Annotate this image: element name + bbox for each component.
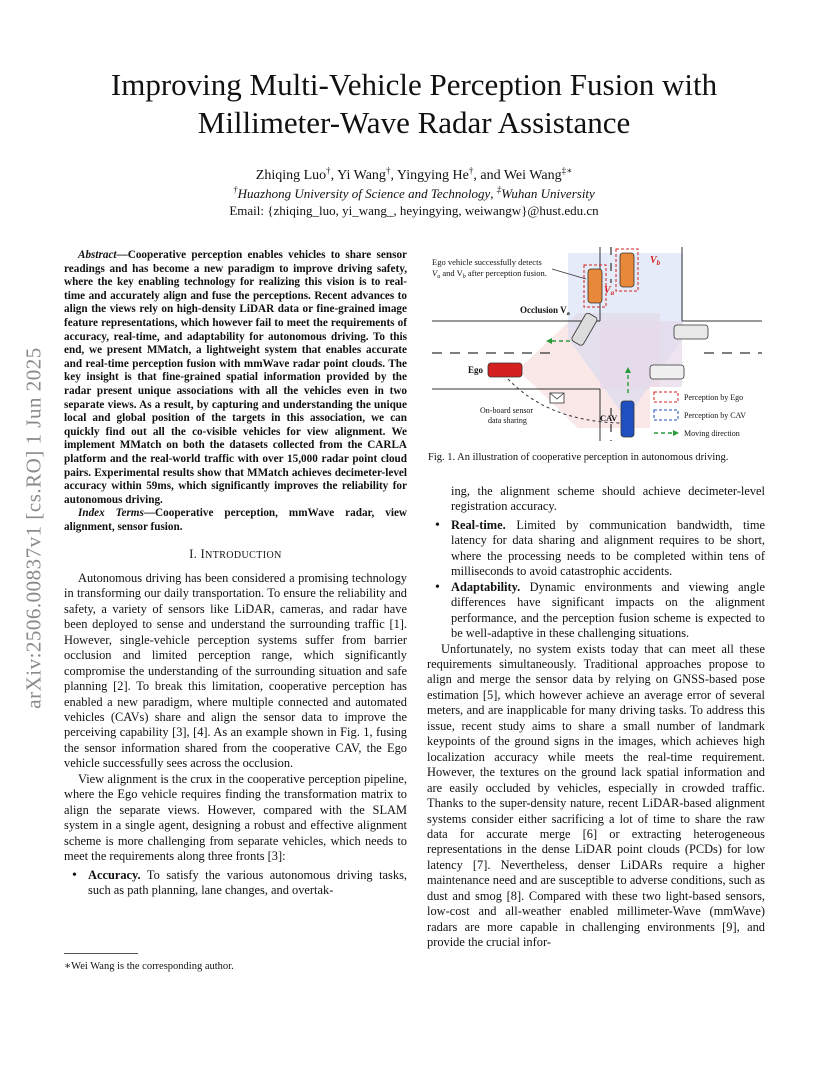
affil-mark-1: † bbox=[233, 184, 238, 195]
cooperative-perception-illustration bbox=[428, 243, 766, 443]
vehicle-va bbox=[588, 269, 602, 303]
figure-caption: Fig. 1. An illustration of cooperative perception in autonomous driving. bbox=[428, 452, 729, 463]
figure-1 bbox=[428, 243, 766, 443]
title-line-2: Millimeter-Wave Radar Assistance bbox=[197, 105, 631, 140]
vehicle-ego bbox=[488, 363, 522, 377]
intro-paragraph-2: View alignment is the crux in the cooperative perception pipeline, where the Ego vehicle requires finding the transformation matrix to align the separate views. However, compared with the SLAM system in a single agent, designing a robust and effective alignment scheme is more challenging from separate vehicles, which needs to meet the requirements along three fronts [3]: bbox=[64, 771, 407, 864]
arxiv-id-text: arXiv:2506.00837v1 [cs.RO] 1 Jun 2025 bbox=[21, 347, 46, 709]
index-terms-text: —Cooperative perception, mmWave radar, view alignment, sensor fusion. bbox=[64, 507, 407, 533]
footnote: ∗Wei Wang is the corresponding author. bbox=[64, 961, 234, 972]
author-3: , Yingying He bbox=[390, 168, 469, 183]
author-3-mark: † bbox=[468, 165, 474, 176]
bullet-term: Real-time. bbox=[451, 517, 506, 532]
intro-paragraph-1: Autonomous driving has been considered a promising technology in transforming our daily transportation. To ensure the reliability and safety, a variety of sensors like LiDAR, cameras, and radar have been deployed to sense and understand the surrounding traffic [1]. However, single-vehicle perception systems suffer from barrier occlusion and limited perception range, which significantly compromise the understanding of the surrounding situation and safe planning [2]. To break this limitation, cooperative perception has enabled a new paradigm, where multiple connected and automated vehicles (CAVs) share and align the sensor data to improve the perceiving capability [3], [4]. As an example shown in Fig. 1, fusing the sensor information shared from the cooperative CAV, the Ego vehicle successfully sees across the occlusion. bbox=[64, 570, 407, 771]
label-vb: $V_b$ bbox=[650, 255, 661, 267]
list-item-real-time bbox=[427, 518, 765, 580]
vehicle-vb bbox=[620, 253, 634, 287]
author-2: , Yi Wang bbox=[330, 168, 386, 183]
bullet-continuation: ing, the alignment scheme should achieve decimeter-level registration accuracy. bbox=[451, 484, 765, 514]
author-2-mark: † bbox=[385, 165, 391, 176]
author-1: Zhiqing Luo bbox=[255, 168, 327, 183]
legend-ego: Perception by Ego bbox=[684, 393, 744, 402]
abstract-text: —Cooperative perception enables vehicles to share sensor readings and has become a new paradigm to improve driving safety, where the key enabling technology for realizing this vision is to real-time and accurately align and fuse the perceptions. Recent advances to align the views rely on high-density LiDAR data or fine-grained image feature representations, which however fail to meet the requirements of accuracy, real-time, and adaptability for autonomous driving. To this end, we present MMatch, a lightweight system that enables accurate and real-time perception fusion with mmWave radar point clouds. The key insight is that fine-grained spatial information provided by the radar present unique associations with all the vehicles even in two separate views. As a result, by capturing and understanding the unique local and global position of the targets in this association, we can quickly find out all the co-visible vehicles for view alignment. We implement MMatch on both the datasets collected from the CARLA platform and the real-world traffic with over 15,000 radar point cloud pairs. Experimental results show that MMatch achieves decimeter-level accuracy within 59ms, which significantly improves the reliability for autonomous driving. bbox=[64, 249, 407, 506]
list-item-accuracy bbox=[64, 868, 407, 899]
bullet-text: Limited by communication bandwidth, time latency for data sharing and alignment requires to be short, where the processing needs to be completed within tens of milliseconds to avoid catastrophic accidents. bbox=[451, 517, 765, 579]
label-onboard-1: On-board sensor bbox=[480, 406, 534, 415]
legend-cav: Perception by CAV bbox=[684, 411, 747, 420]
section-number: I. I bbox=[189, 547, 206, 562]
label-ego: Ego bbox=[468, 365, 484, 375]
left-column bbox=[64, 249, 407, 898]
author-1-mark: † bbox=[326, 165, 331, 176]
requirements-list bbox=[64, 868, 407, 899]
title-block bbox=[60, 66, 768, 219]
bullet-text: Dynamic environments and viewing angle differences have significant impacts on the alignment performance, and the perception fusion scheme is expected to be well-adaptive in these challenging situations. bbox=[451, 579, 765, 641]
affil-1: Huazhong University of Science and Technology bbox=[237, 186, 491, 201]
callout-text-2: $V_a$ and $V_b$ after perception fusion. bbox=[432, 268, 547, 280]
author-list bbox=[60, 167, 768, 185]
author-4: , and Wei Wang bbox=[473, 168, 562, 183]
requirements-list-cont bbox=[427, 518, 765, 642]
intro-paragraph-3: Unfortunately, no system exists today that can meet all these requirements simultaneously. Traditional approaches propose to align and merge the sensor data by relying on GNSS-based pose estimation [5], which however achieve an average error of several meters, and are inapplicable for many driving tasks. To address this issue, recent study aims to share a small number of landmark keypoints of the ground signs in the images, which achieves high localization accuracy while meets the real-time requirement. However, the textures on the ground lack spatial information and are easily occluded by vehicles, especially in crowded traffic. Thanks to the super-density nature, recent LiDAR-based alignment systems consider either sacrificing a lot of time to share the raw data for accurate merge [6] or extracting heterogeneous representations in the dense LiDAR point clouds (PCDs) for low latency [7]. Nevertheless, denser LiDARs require a higher maintenance need and are susceptible to adverse conditions, such as dust and smog [8]. Compared with these two light-based sensors, low-cost and all-weather enabled millimeter-Wave (mmWave) radars are more capable in challenging environments [9], and provide the crucial infor- bbox=[427, 641, 765, 950]
section-title: NTRODUCTION bbox=[205, 550, 282, 562]
title-line-1: Improving Multi-Vehicle Perception Fusion with bbox=[110, 67, 718, 102]
paper-title bbox=[60, 66, 768, 142]
list-item-adaptability bbox=[427, 580, 765, 642]
index-terms-label: Index Terms bbox=[78, 507, 144, 520]
bullet-term: Accuracy. bbox=[88, 867, 141, 882]
vehicle-cav bbox=[621, 401, 634, 437]
label-cav: CAV bbox=[600, 413, 618, 423]
vehicle-right bbox=[674, 325, 708, 339]
bullet-text: To satisfy the various autonomous driving tasks, such as path planning, lane changes, and overtak- bbox=[88, 867, 407, 897]
label-onboard-2: data sharing bbox=[488, 416, 527, 425]
label-occlusion: Occlusion $V_a$ bbox=[520, 305, 570, 317]
affil-sep: , bbox=[490, 186, 497, 201]
affil-mark-2: ‡ bbox=[496, 184, 502, 195]
legend-move: Moving direction bbox=[684, 429, 740, 438]
label-va: $V_a$ bbox=[604, 285, 615, 297]
footnote-rule bbox=[64, 953, 138, 954]
affiliations bbox=[60, 185, 768, 202]
section-heading-introduction bbox=[64, 547, 407, 563]
index-terms bbox=[64, 507, 407, 534]
vehicle-bottom-right bbox=[650, 365, 684, 379]
author-4-mark: ‡∗ bbox=[561, 165, 573, 176]
affil-2: Wuhan University bbox=[501, 186, 595, 201]
bullet-term: Adaptability. bbox=[451, 579, 521, 594]
arxiv-identifier bbox=[4, 258, 64, 798]
right-column bbox=[427, 484, 765, 951]
callout-text: Ego vehicle successfully detects bbox=[432, 257, 542, 267]
abstract bbox=[64, 249, 407, 507]
email-line: Email: {zhiqing_luo, yi_wang_, heyingying, weiwangw}@hust.edu.cn bbox=[229, 203, 599, 218]
abstract-label: Abstract bbox=[78, 249, 117, 261]
